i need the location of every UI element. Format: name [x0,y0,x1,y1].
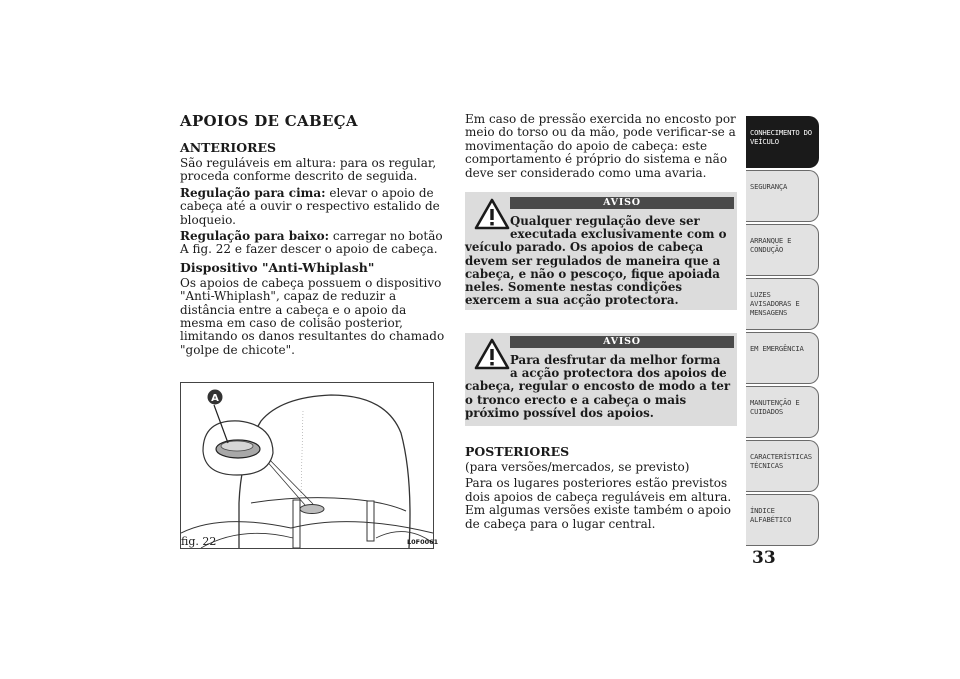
paragraph-pressure: Em caso de pressão exercida no encosto por meio do torso ou da mão, pode verificar-se a movimentação do apoio de cabeça: este comportamento é próprio do sistema e não deve ser considerado como uma avaria. [465,112,736,180]
warning-body-1: veículo parado. Os apoios de cabeça devem ser regulados de maneira que a cabeça, e não o pescoço, fique apoiada neles. Somente nestas condições exercem a sua acção protectora. [465,240,721,308]
warning-header-2: AVISO [510,336,734,348]
warning-box-1 [465,192,737,310]
tab-manutencao[interactable]: MANUTENÇÃO E CUIDADOS [746,386,819,438]
warning-text-1 [465,215,731,307]
headrest-illustration [181,383,433,548]
section-title: APOIOS DE CABEÇA [180,112,358,130]
paragraph-intro: São reguláveis em altura: para os regular, proceda conforme descrito de seguida. [180,156,437,184]
left-column [180,112,450,360]
paragraph-versions: (para versões/mercados, se previsto) [465,460,690,474]
page-number: 33 [752,548,776,568]
paragraph-up [180,187,450,227]
warning-text-2 [465,354,731,420]
tab-luzes[interactable]: LUZES AVISADORAS E MENSAGENS [746,278,819,330]
subheading-anteriores: ANTERIORES [180,140,277,155]
subheading-anti-whiplash: Dispositivo "Anti-Whiplash" [180,259,375,275]
posteriores-section [465,444,737,534]
subheading-posteriores: POSTERIORES [465,444,570,459]
tab-conhecimento[interactable]: CONHECIMENTO DO VEÍCULO [746,116,819,168]
tab-arranque[interactable]: ARRANQUE E CONDUÇÃO [746,224,819,276]
headrest-figure [180,382,434,549]
text-down: carregar no botão A fig. 22 e fazer descer o apoio de cabeça. [180,229,443,257]
warning-header-1: AVISO [510,197,734,209]
paragraph-rear-headrests: Para os lugares posteriores estão previstos dois apoios de cabeça reguláveis em altura. Em algumas versões existe também o apoio de cabeça para o lugar central. [465,476,732,531]
paragraph-anti-whiplash: Os apoios de cabeça possuem o dispositivo "Anti-Whiplash", capaz de reduzir a distância entre a cabeça e o apoio da mesma em caso de colisão posterior, limitando os danos resultantes do chamado "golpe de chicote". [180,275,445,357]
right-column [465,113,737,183]
label-down: Regulação para baixo: [180,229,330,244]
figure-caption: fig. 22 [181,535,217,548]
tab-seguranca[interactable]: SEGURANÇA [746,170,819,222]
tab-caracteristicas[interactable]: CARACTERÍSTICAS TÉCNICAS [746,440,819,492]
warning-box-2 [465,333,737,426]
paragraph-down [180,230,450,257]
tab-emergencia[interactable]: EM EMERGÊNCIA [746,332,819,384]
warning-lead-1: Qualquer regulação deve ser executada exclusivamente com o [510,214,727,242]
warning-body-2: cabeça, regular o encosto de modo a ter o tronco erecto e a cabeça o mais próximo possível dos apoios. [465,379,731,420]
figure-code: L0F0061 [407,538,439,546]
label-up: Regulação para cima: [180,185,326,200]
tab-indice[interactable]: ÍNDICE ALFABÉTICO [746,494,819,546]
text-up: elevar o apoio de cabeça até a ouvir o respectivo estalido de bloqueio. [180,185,440,227]
warning-lead-2: Para desfrutar da melhor forma a acção protectora dos apoios de [510,353,727,381]
callout-a-label: A [211,393,219,404]
